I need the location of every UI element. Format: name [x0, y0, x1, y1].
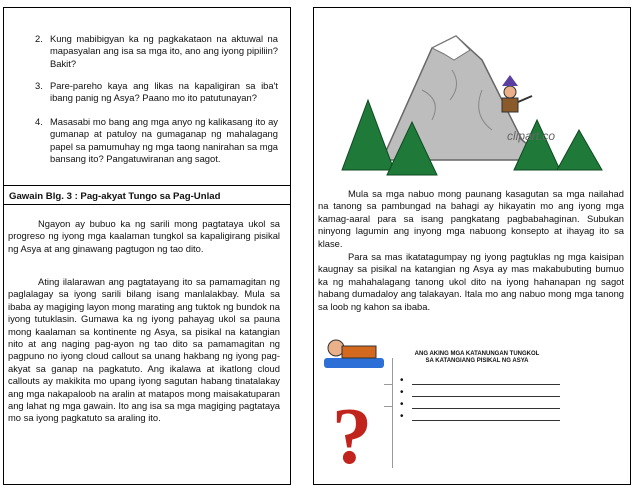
question-text: Pare-pareho kaya ang likas na kapaligiran sa iba't ibang panig ng Asya? Paano mo ito patutunayan? [50, 80, 278, 104]
climber-arm [518, 96, 532, 102]
activity-heading: Gawain Blg. 3 : Pag-akyat Tungo sa Pag-Unlad [9, 191, 221, 202]
box-title: ANG AKING MGA KATANUNGAN TUNGKOL SA KATANGIANG PISIKAL NG ASYA [414, 351, 540, 364]
tree-right-2 [557, 130, 602, 170]
answer-line-3[interactable]: • [400, 400, 560, 410]
question-text: Kung mabibigyan ka ng pagkakataon na aktuwal na mapasyalan ang isa sa mga ito, ano ang iyong pipiliin? Bakit? [50, 33, 278, 69]
answer-line-1[interactable]: • [400, 376, 560, 386]
tree-left [342, 100, 394, 170]
student-question-clipart [320, 328, 400, 478]
mountain-clipart [332, 30, 612, 180]
answer-line-4[interactable]: • [400, 412, 560, 422]
box-left-edge [392, 358, 393, 468]
question-4 [35, 116, 278, 166]
question-2 [35, 33, 278, 70]
answer-line-2[interactable]: • [400, 388, 560, 398]
divider-bottom [4, 204, 290, 205]
left-page [3, 7, 291, 485]
question-number: 2. [35, 33, 43, 44]
box-tick [384, 406, 392, 407]
paragraph-group-sharing: Mula sa mga nabuo mong paunang kasagutan sa mga nailahad na tanong sa pambungad na bahagi ay hikayatin mo ang iyong mga kamag-aaral para sa isang pangkatang pagbabahaginan. Subukan ninyong lagumin ang inyong mga nabuong konsepto at ihayag ito sa klase. [318, 188, 624, 249]
box-tick [384, 384, 392, 385]
climber-head [504, 86, 516, 98]
question-number: 3. [35, 80, 43, 91]
paragraph-instructions: Ating ilalarawan ang pagtatayang ito sa pamamagitan ng paglalagay sa iyong sarili bilang isang manlalakbay. Mula sa ibaba ay magiging layon mong marating ang tuktok ng bundok na iyong tutuklasin. Gumawa ka ng iyong pahayag ukol sa pauna mong kaalaman sa kontinente ng Asya, sa pisikal na katangian nito at ang naging pag-ayon ng tao dito sa pamamagitan ng pagpuno no iyong cloud callout sa unang hakbang ng iyong pag-akyat sa ganap na pagkatuto. Ang ikalawa at ikatlong cloud callouts ay makikita mo upang iyong sagutan habang tinatalakay ang mga nakapaloob na aralin at matapos mong maisakatuparan ang lahat ng mga gawain. Ito ang isa sa mga magiging pagtataya mo sa iyong pagkatuto sa araling ito. [8, 276, 280, 424]
question-text: Masasabi mo bang ang mga anyo ng kalikasang ito ay gumanap at patuloy na gumaganap ng mahalagang papel sa pamumuhay ng mga taong nanirahan sa mga bansang ito? Pangatuwiranan ang sagot. [50, 116, 278, 165]
student-body [342, 346, 376, 358]
climber-hat [502, 75, 518, 86]
watermark: clipart.co [507, 129, 556, 143]
right-page [313, 7, 631, 485]
question-mark-icon: ? [332, 393, 372, 478]
paragraph-intro: Ngayon ay bubuo ka ng sarili mong pagtataya ukol sa progreso ng iyong mga kaalaman tungkol sa kapaligirang pisikal ng Asya at ang ginawang pagtugon ng tao dito. [8, 218, 280, 254]
pencil-icon [324, 358, 384, 368]
climber-body [502, 98, 518, 112]
question-number: 4. [35, 116, 43, 127]
divider-top [4, 185, 290, 186]
question-3 [35, 80, 278, 105]
paragraph-questions: Para sa mas ikatatagumpay ng iyong pagtuklas ng mga kaisipan kaugnay sa pisikal na katangian ng Asya ay mas makabubuting bumuo ka ng mahahalagang tanong ukol dito na iyong hahanapan ng sagot habang dumadaloy ang talakayan. Itala mo ang nabuo mong mga tanong sa loob ng kahon sa ibaba. [318, 251, 624, 312]
